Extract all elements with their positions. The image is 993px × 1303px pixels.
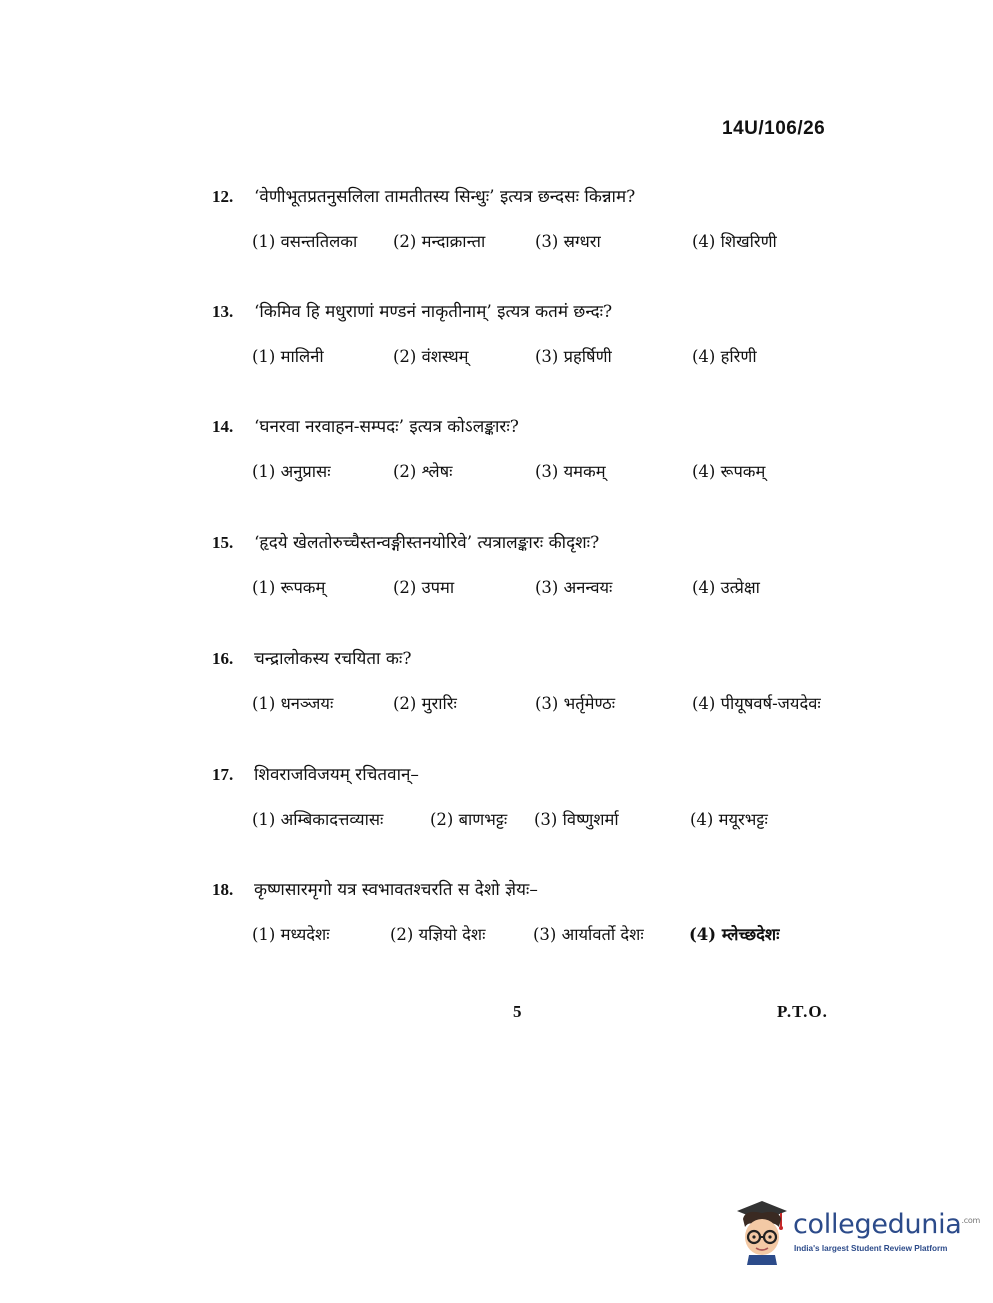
- option-2: (2) उपमा: [393, 578, 455, 597]
- option-4: (4) पीयूषवर्ष-जयदेवः: [692, 694, 821, 713]
- pto-label: P.T.O.: [777, 1002, 828, 1021]
- option-2: (2) श्लेषः: [393, 462, 453, 481]
- logo-wordmark: collegedunia$^{.com}$: [793, 1209, 980, 1240]
- options-row: [212, 922, 852, 952]
- option-3: (3) आर्यावर्तो देशः: [533, 925, 644, 944]
- question-number: 17.: [212, 765, 234, 784]
- option-3: (3) भर्तृमेण्ठः: [535, 694, 616, 713]
- mascot-icon: [733, 1197, 791, 1265]
- option-2: (2) मन्दाक्रान्ता: [393, 232, 486, 251]
- option-1: (1) मध्यदेशः: [252, 925, 330, 944]
- option-3: (3) स्रग्धरा: [535, 232, 601, 251]
- question-text: ‘हृदये खेलतोरुच्चैस्तन्वङ्गीस्तनयोरिवे’ त्यत्रालङ्कारः कीदृशः?: [254, 533, 600, 553]
- option-1: (1) मालिनी: [252, 347, 324, 366]
- question-text: चन्द्रालोकस्य रचयिता कः?: [254, 649, 412, 669]
- options-row: [212, 459, 852, 489]
- options-row: [212, 344, 852, 374]
- question-number: 12.: [212, 187, 234, 206]
- question-15: [212, 530, 852, 605]
- option-4: (4) मयूरभट्टः: [690, 810, 768, 829]
- question-18: [212, 877, 852, 952]
- logo-tagline: India's largest Student Review Platform: [794, 1244, 948, 1253]
- collegedunia-logo: [733, 1195, 980, 1270]
- option-4: (4) उत्प्रेक्षा: [692, 578, 760, 597]
- options-row: [212, 691, 852, 721]
- option-1: (1) वसन्ततिलका: [252, 232, 358, 251]
- option-1: (1) धनञ्जयः: [252, 694, 334, 713]
- question-14: [212, 414, 852, 489]
- option-1: (1) अम्बिकादत्तव्यासः: [252, 810, 384, 829]
- option-2: (2) मुरारिः: [393, 694, 457, 713]
- question-number: 18.: [212, 880, 234, 899]
- question-number: 16.: [212, 649, 234, 668]
- option-3: (3) प्रहर्षिणी: [535, 347, 612, 366]
- question-number: 13.: [212, 302, 234, 321]
- option-4: (4) हरिणी: [692, 347, 757, 366]
- paper-code: 14U/106/26: [722, 118, 826, 139]
- question-text: ‘घनरवा नरवाहन-सम्पदः’ इत्यत्र कोऽलङ्कारः?: [254, 417, 519, 437]
- option-2: (2) वंशस्थम्: [393, 347, 469, 366]
- question-text: शिवराजविजयम् रचितवान्–: [254, 765, 419, 785]
- option-3: (3) अनन्वयः: [535, 578, 613, 597]
- option-1: (1) रूपकम्: [252, 578, 326, 597]
- question-text: ‘किमिव हि मधुराणां मण्डनं नाकृतीनाम्’ इत्यत्र कतमं छन्दः?: [254, 302, 613, 322]
- question-text: कृष्णसारमृगो यत्र स्वभावतश्चरति स देशो ज्ञेयः–: [254, 880, 538, 900]
- option-3: (3) यमकम्: [535, 462, 606, 481]
- question-number: 15.: [212, 533, 234, 552]
- question-16: [212, 646, 852, 721]
- options-row: [212, 229, 852, 259]
- options-row: [212, 807, 852, 837]
- option-1: (1) अनुप्रासः: [252, 462, 331, 481]
- options-row: [212, 575, 852, 605]
- option-2: (2) बाणभट्टः: [430, 810, 508, 829]
- option-4: (4) रूपकम्: [692, 462, 766, 481]
- option-4: (4) शिखरिणी: [692, 232, 777, 251]
- option-3: (3) विष्णुशर्मा: [534, 810, 619, 829]
- option-2: (2) यज्ञियो देशः: [390, 925, 486, 944]
- question-13: [212, 299, 852, 374]
- page-number: 5: [513, 1002, 522, 1021]
- question-text: ‘वेणीभूतप्रतनुसलिला तामतीतस्य सिन्धुः’ इत्यत्र छन्दसः किन्नाम?: [254, 187, 636, 207]
- question-number: 14.: [212, 417, 234, 436]
- question-12: [212, 184, 852, 259]
- question-17: [212, 762, 852, 837]
- option-4: (4) म्लेच्छदेशः: [689, 925, 780, 944]
